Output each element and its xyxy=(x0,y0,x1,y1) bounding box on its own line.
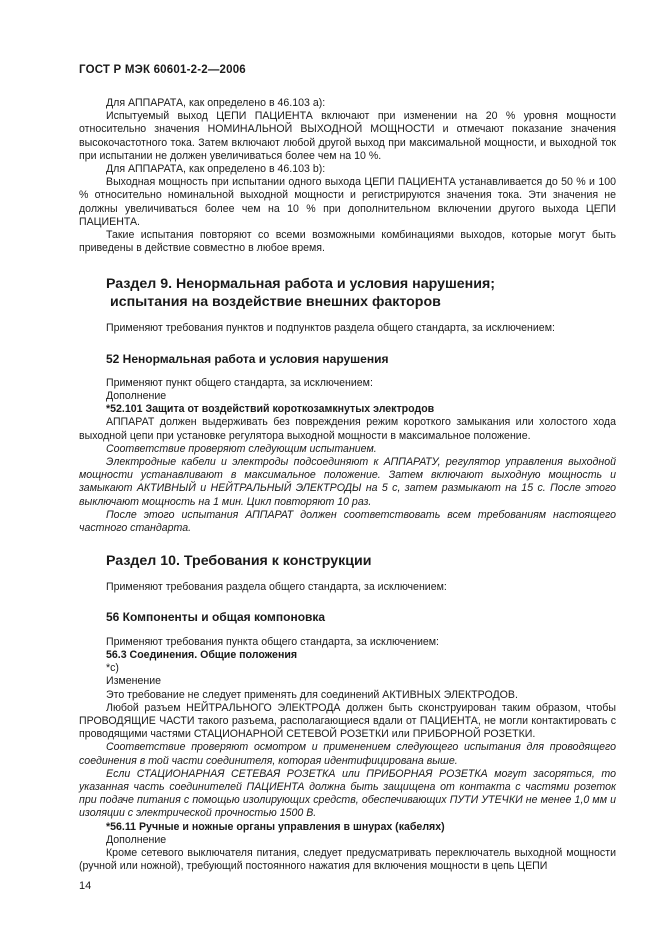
section-9-heading-line1: Раздел 9. Ненормальная работа и условия нарушения; xyxy=(106,276,495,293)
paragraph: Для АППАРАТА, как определено в 46.103 b): xyxy=(106,163,326,176)
section-9-heading-line2: испытания на воздействие внешних факторов xyxy=(110,294,441,311)
paragraph: Такие испытания повторяют со всеми возможными комбинациями выходов, которые могут быть приведены в действие совместно в любое время. xyxy=(79,229,616,255)
paragraph: Дополнение xyxy=(106,390,167,403)
paragraph: Применяют пункт общего стандарта, за исключением: xyxy=(106,376,373,389)
document-body xyxy=(79,97,616,873)
paragraph: Соответствие проверяют следующим испытанием. xyxy=(106,442,377,455)
paragraph: После этого испытания АППАРАТ должен соответствовать всем требованиям настоящего частного стандарта. xyxy=(79,508,616,535)
paragraph: Это требование не следует применять для соединений АКТИВНЫХ ЭЛЕКТРОДОВ. xyxy=(106,688,518,701)
paragraph: Дополнение xyxy=(106,833,167,846)
paragraph: Изменение xyxy=(106,675,162,688)
clause-56-11-heading: *56.11 Ручные и ножные органы управления в шнурах (кабелях) xyxy=(106,820,445,833)
paragraph: Электродные кабели и электроды подсоединяют к АППАРАТУ, регулятор управления выходной мощности устанавливают в максимальное положение. Затем включают выходную мощность и замыкают АКТИВНЫЙ и НЕЙТРАЛЬНЫЙ ЭЛЕКТРОДЫ на 5 с, затем размыкают на 15 с. После этого выключают мощность на 1 мин. Цикл повторяют 10 раз. xyxy=(79,456,616,508)
paragraph: Для АППАРАТА, как определено в 46.103 а): xyxy=(106,97,326,109)
paragraph: Соответствие проверяют осмотром и применением следующего испытания для проводящего соединения в той части соединителя, которая идентифицирована выше. xyxy=(79,741,616,767)
paragraph: *с) xyxy=(106,662,119,675)
paragraph: Любой разъем НЕЙТРАЛЬНОГО ЭЛЕКТРОДА должен быть сконструирован таким образом, чтобы ПРОВОДЯЩИЕ ЧАСТИ такого разъема, располагающиеся вдали от ПАЦИЕНТА, не могли контактировать с проводящими частями СТАЦИОНАРНОЙ СЕТЕВОЙ РОЗЕТКИ или ПРИБОРНОЙ РОЗЕТКИ. xyxy=(79,701,616,741)
paragraph: Применяют требования раздела общего стандарта, за исключением: xyxy=(106,581,447,594)
clause-52-101-heading: *52.101 Защита от воздействий короткозамкнутых электродов xyxy=(106,403,435,416)
paragraph: Испытуемый выход ЦЕПИ ПАЦИЕНТА включают при изменении на 20 % уровня мощности относительно значения НОМИНАЛЬНОЙ ВЫХОДНОЙ МОЩНОСТИ и отмечают показание значения высокочастотного тока. Затем включают любой другой выход при максимальной мощности, и выходной ток при испытании не должен увеличиваться более чем на 10 %. xyxy=(79,110,616,162)
paragraph: Применяют требования пунктов и подпунктов раздела общего стандарта, за исключением: xyxy=(106,322,555,335)
section-10-heading: Раздел 10. Требования к конструкции xyxy=(106,553,372,570)
paragraph: Кроме сетевого выключателя питания, следует предусматривать переключатель выходной мощности (ручной или ножной), требующий постоянного нажатия для включения мощности в цепь ЦЕПИ xyxy=(79,846,616,873)
paragraph: Если СТАЦИОНАРНАЯ СЕТЕВАЯ РОЗЕТКА или ПРИБОРНАЯ РОЗЕТКА могут засоряться, то указанная часть соединителей ПАЦИЕНТА должна быть защищена от контакта с частями розеток при подаче питания с помощью изолирующих средств, обеспечивающих ПУТИ УТЕЧКИ не менее 1,0 мм и изоляции с электрической прочностью 1500 В. xyxy=(79,767,616,820)
paragraph: Применяют требования пункта общего стандарта, за исключением: xyxy=(106,635,440,648)
clause-56-heading: 56 Компоненты и общая компоновка xyxy=(106,610,326,625)
clause-52-heading: 52 Ненормальная работа и условия нарушения xyxy=(106,351,389,366)
document-header: ГОСТ Р МЭК 60601-2-2—2006 xyxy=(79,64,246,76)
paragraph: АППАРАТ должен выдерживать без повреждения режим короткого замыкания или холостого хода выходной цепи при установке регулятора выходной мощности в максимальное положение. xyxy=(79,416,616,442)
clause-56-3-heading: 56.3 Соединения. Общие положения xyxy=(106,648,298,661)
paragraph: Выходная мощность при испытании одного выхода ЦЕПИ ПАЦИЕНТА устанавливается до 50 % и 100 % относительно номинальной выходной мощности и регистрируются значения тока. Эти значения не должны увеличиваться более чем на 10 % при дополнительном включении другого выхода ЦЕПИ ПАЦИЕНТА. xyxy=(79,176,616,228)
section-9-heading xyxy=(106,275,616,311)
page-number: 14 xyxy=(79,880,92,892)
